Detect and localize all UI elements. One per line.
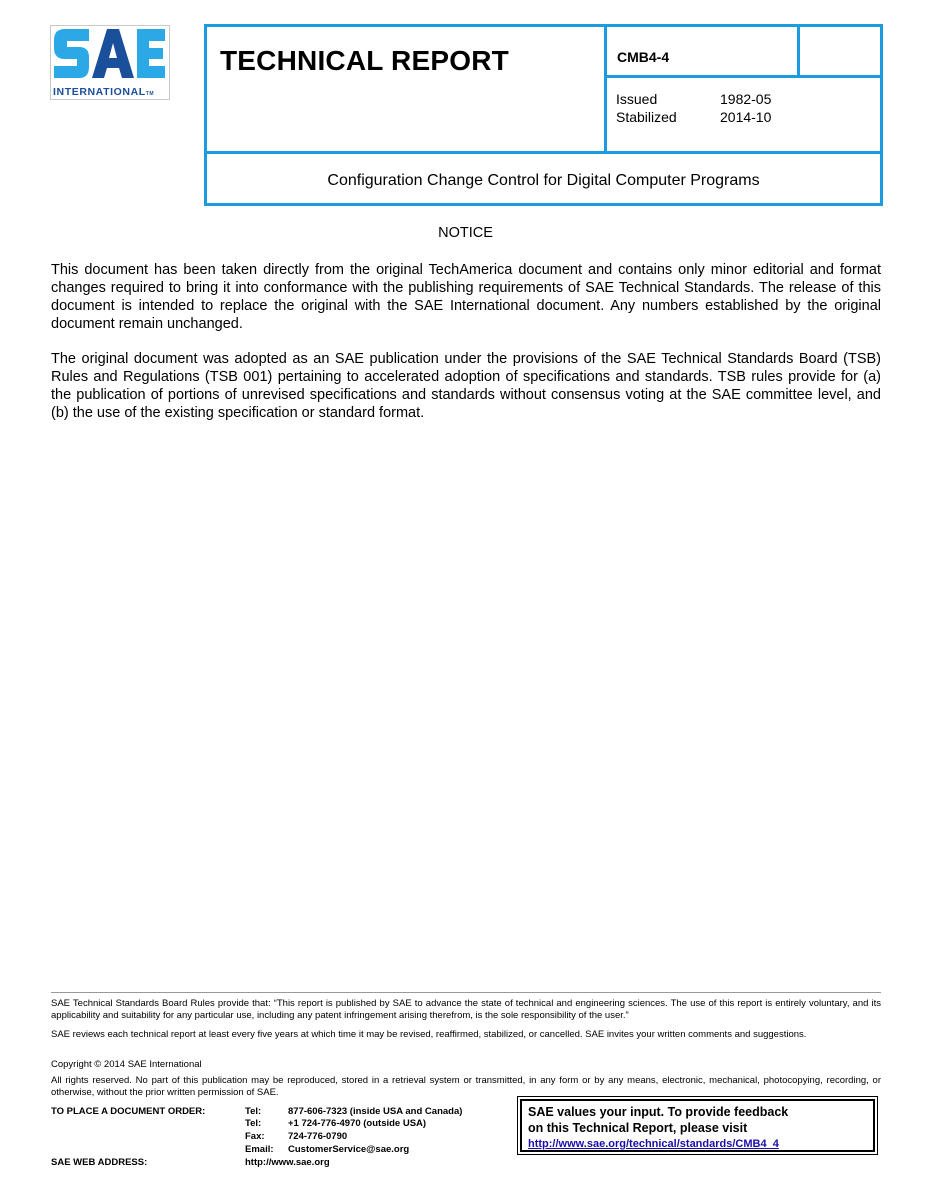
document-number: CMB4-4	[617, 49, 670, 65]
notice-paragraph: This document has been taken directly from the original TechAmerica document and contains only minor editorial and format changes required to bring it into conformance with the publishing requirements of SAE Technical Standards. The release of this document is intended to replace the original with the SAE International document. Any numbers established by the original document remain unchanged.	[51, 262, 881, 332]
notice-paragraph: The original document was adopted as an SAE publication under the provisions of the SAE Technical Standards Board (TSB) Rules and Regulations (TSB 001) pertaining to accelerated adoption of specifications and standards. TSB rules provide for (a) the publication of portions of unrevised specifications and standards without consensus voting at the SAE committee level, and (b) the use of the existing specification or standard format.	[51, 351, 881, 421]
logo-international-text: INTERNATIONALTM	[53, 86, 155, 98]
header-divider	[604, 75, 880, 78]
web-address: http://www.sae.org	[245, 1157, 330, 1168]
issued-date: 1982-05	[720, 91, 772, 107]
review-note: SAE reviews each technical report at least every five years at which time it may be revised, reaffirmed, stabilized, or cancelled. SAE invites your written comments and suggestions.	[51, 1029, 807, 1040]
feedback-link[interactable]: http://www.sae.org/technical/standards/CMB4_4	[528, 1138, 779, 1150]
contact-phone-intl: +1 724-776-4970 (outside USA)	[288, 1118, 427, 1129]
sae-logo	[50, 25, 170, 100]
header-divider	[207, 151, 880, 154]
tsb-rules-note: SAE Technical Standards Board Rules provide that: “This report is published by SAE to advance the state of technical and engineering sciences. The use of this report is entirely voluntary, and its applicability and suitability for any particular use, including any patent infringement arising therefrom, is the sole responsibility of the user.”	[51, 998, 881, 1021]
footer-rule	[51, 992, 881, 993]
sae-logo-mark	[51, 26, 169, 88]
contact-label: Email:	[245, 1144, 274, 1155]
stabilized-date: 2014-10	[720, 109, 772, 125]
copyright-note: Copyright © 2014 SAE International	[51, 1059, 202, 1070]
report-type-title: TECHNICAL REPORT	[220, 45, 509, 76]
header-divider	[604, 27, 607, 152]
order-label: TO PLACE A DOCUMENT ORDER:	[51, 1106, 206, 1117]
contact-email: CustomerService@sae.org	[288, 1144, 410, 1155]
issued-label: Issued	[616, 91, 658, 107]
rights-note: All rights reserved. No part of this publication may be reproduced, stored in a retrieval system or transmitted, in any form or by any means, electronic, mechanical, photocopying, recording, or otherwise, without the prior written permission of SAE.	[51, 1075, 881, 1098]
contact-fax: 724-776-0790	[288, 1131, 348, 1142]
header-divider	[797, 27, 800, 76]
feedback-text: on this Technical Report, please visit	[528, 1121, 748, 1135]
contact-label: Tel:	[245, 1118, 262, 1129]
contact-phone-usa: 877-606-7323 (inside USA and Canada)	[288, 1106, 463, 1117]
contact-label: Fax:	[245, 1131, 265, 1142]
web-address-label: SAE WEB ADDRESS:	[51, 1157, 148, 1168]
stabilized-label: Stabilized	[616, 109, 677, 125]
document-title: Configuration Change Control for Digital Computer Programs	[327, 172, 760, 189]
feedback-box-inner	[520, 1099, 875, 1152]
report-header-box	[204, 24, 883, 206]
contact-label: Tel:	[245, 1106, 262, 1117]
feedback-box	[517, 1096, 878, 1155]
feedback-text: SAE values your input. To provide feedback	[528, 1105, 789, 1119]
notice-heading: NOTICE	[438, 225, 493, 241]
